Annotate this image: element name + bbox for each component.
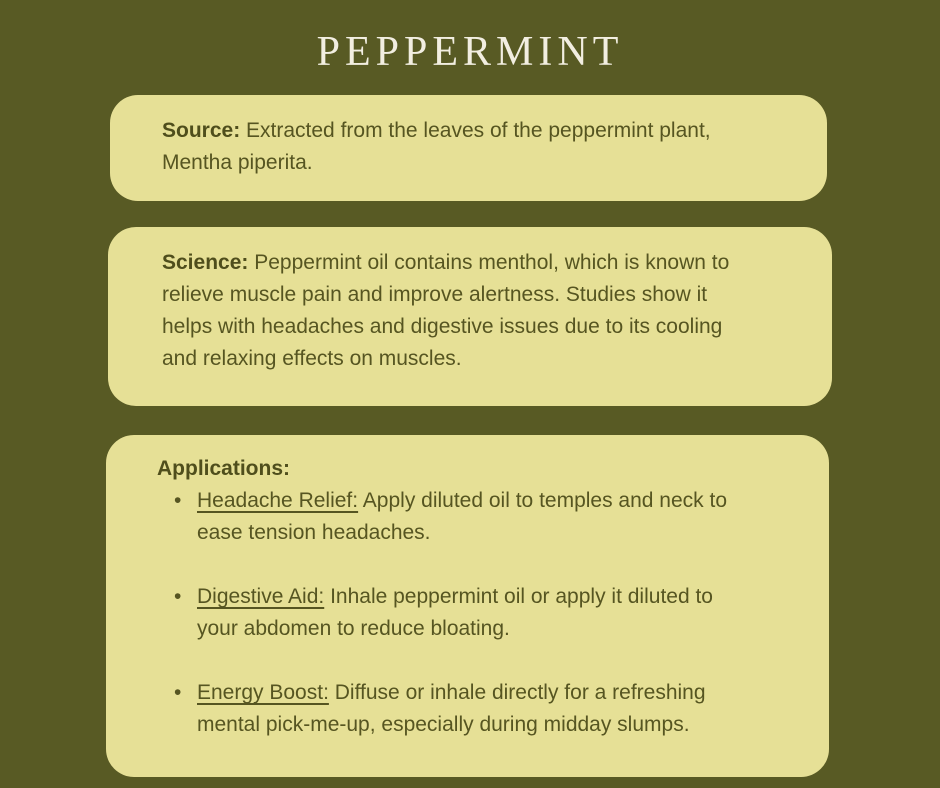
digestive-aid-label: Digestive Aid: [197,585,325,608]
source-body: Extracted from the leaves of the peppermint plant, Mentha piperita. [162,119,711,174]
source-card [110,95,827,201]
energy-boost-text: Diffuse or inhale directly for a refreshing mental pick-me-up, especially during midday slumps. [197,681,706,736]
bullet-icon: • [174,489,182,512]
science-text [162,247,762,375]
list-item-headache-relief [174,485,757,549]
science-card [108,227,832,406]
science-body: Peppermint oil contains menthol, which is known to relieve muscle pain and improve alertness. Studies show it helps with headaches and digestive issues due to its cooling and relaxing effects on muscles. [162,251,730,370]
list-item-energy-boost [174,677,757,741]
applications-heading: Applications: [157,457,291,480]
headache-relief-text: Apply diluted oil to temples and neck to ease tension headaches. [197,489,728,544]
energy-boost-label: Energy Boost: [197,681,329,704]
bullet-icon: • [174,585,182,608]
source-label: Source: [162,119,241,142]
digestive-aid-text: Inhale peppermint oil or apply it diluted to your abdomen to reduce bloating. [197,585,713,640]
bullet-icon: • [174,681,182,704]
headache-relief-label: Headache Relief: [197,489,359,512]
applications-list [157,485,757,741]
applications-card [106,435,829,777]
page-title: PEPPERMINT [316,29,624,75]
source-text [162,115,767,179]
list-item-digestive-aid [174,581,757,645]
science-label: Science: [162,251,249,274]
